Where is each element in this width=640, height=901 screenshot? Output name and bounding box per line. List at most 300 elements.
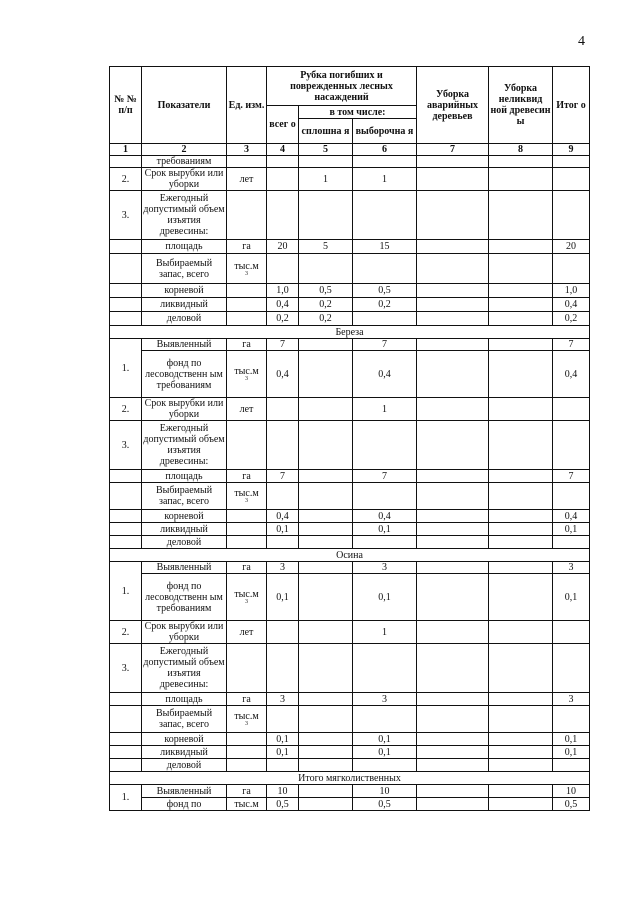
table-row	[110, 284, 590, 298]
cell-c6: 0,1	[353, 733, 417, 746]
cell-c4: 0,5	[267, 798, 299, 811]
row-number	[110, 733, 142, 746]
cell-c5	[299, 746, 353, 759]
cell-c5	[299, 536, 353, 549]
cell-c7	[417, 536, 489, 549]
cell-c5	[299, 339, 353, 351]
header-unit: Ед. изм.	[227, 67, 267, 144]
cell-c6	[353, 421, 417, 470]
cell-c8	[489, 312, 553, 326]
cell-c7	[417, 693, 489, 706]
cell-c6	[353, 312, 417, 326]
cell-c8	[489, 470, 553, 483]
cell-c9	[553, 536, 590, 549]
cell-c4	[267, 759, 299, 772]
cell-c9	[553, 168, 590, 191]
cell-c8	[489, 510, 553, 523]
cell-c5	[299, 785, 353, 798]
report-table	[109, 66, 590, 811]
cell-c8	[489, 523, 553, 536]
cutting-period-row	[110, 398, 590, 421]
cell-c6	[353, 644, 417, 693]
liquid-stock-row	[110, 746, 590, 759]
cell-c9: 1,0	[553, 284, 590, 298]
cell-c4: 0,2	[267, 312, 299, 326]
cell-c8	[489, 168, 553, 191]
area-row	[110, 470, 590, 483]
column-index-5: 5	[299, 144, 353, 156]
cell-c9	[553, 421, 590, 470]
cell-c7	[417, 339, 489, 351]
row-unit: га	[227, 785, 267, 798]
cell-c7	[417, 798, 489, 811]
cell-c4: 0,1	[267, 746, 299, 759]
cell-c8	[489, 746, 553, 759]
row-label: Ежегодный допустимый объем изъятия древесины:	[142, 421, 227, 470]
row-number	[110, 706, 142, 733]
row-unit	[227, 312, 267, 326]
cell-c4: 0,4	[267, 510, 299, 523]
row-label: фонд по лесоводственн ым требованиям	[142, 574, 227, 621]
header-illiquid: Уборка неликвид ной древесин ы	[489, 67, 553, 144]
cell-c4	[267, 483, 299, 510]
cell-c5	[299, 621, 353, 644]
cell-c7	[417, 644, 489, 693]
cell-c6: 1	[353, 398, 417, 421]
cell-c4	[267, 644, 299, 693]
cell-c9: 0,4	[553, 298, 590, 312]
cutting-period-row	[110, 621, 590, 644]
column-index-6: 6	[353, 144, 417, 156]
cell-c6: 10	[353, 785, 417, 798]
cell-c8	[489, 536, 553, 549]
cell-c6: 7	[353, 470, 417, 483]
cell-c9	[553, 191, 590, 240]
cell-c6: 7	[353, 339, 417, 351]
column-index-3: 3	[227, 144, 267, 156]
cell-c4	[267, 254, 299, 284]
row-label: Выявленный	[142, 785, 227, 798]
cell-c6: 0,4	[353, 510, 417, 523]
cell-c6: 0,4	[353, 351, 417, 398]
row-label: ликвидный	[142, 523, 227, 536]
row-number	[110, 693, 142, 706]
column-index-2: 2	[142, 144, 227, 156]
cell-c8	[489, 706, 553, 733]
row-unit: га	[227, 240, 267, 254]
area-row	[110, 693, 590, 706]
cell-c4: 1,0	[267, 284, 299, 298]
cell-c6	[353, 759, 417, 772]
row-label: корневой	[142, 510, 227, 523]
section-header-row	[110, 772, 590, 785]
annual-allowable-row	[110, 644, 590, 693]
cell-c5	[299, 510, 353, 523]
cell-c9: 7	[553, 339, 590, 351]
cell-c9: 0,4	[553, 510, 590, 523]
section-title: Осина	[110, 549, 590, 562]
cell-c7	[417, 759, 489, 772]
cell-c7	[417, 785, 489, 798]
header-clear: сплошна я	[299, 119, 353, 144]
cell-c6	[353, 156, 417, 168]
header-emergency: Уборка аварийных деревьев	[417, 67, 489, 144]
row-number: 2.	[110, 168, 142, 191]
cell-c9: 0,4	[553, 351, 590, 398]
row-label: фонд по лесоводственн ым требованиям	[142, 351, 227, 398]
cell-c8	[489, 191, 553, 240]
row-unit	[227, 298, 267, 312]
cell-c4: 0,1	[267, 733, 299, 746]
cell-c9	[553, 621, 590, 644]
cell-c7	[417, 483, 489, 510]
row-unit	[227, 510, 267, 523]
cell-c7	[417, 421, 489, 470]
cell-c7	[417, 733, 489, 746]
column-index-8: 8	[489, 144, 553, 156]
header-total: Итог о	[553, 67, 590, 144]
cell-c8	[489, 156, 553, 168]
row-label: деловой	[142, 536, 227, 549]
cell-c6	[353, 254, 417, 284]
cell-c9: 0,1	[553, 746, 590, 759]
row-label: Срок вырубки или уборки	[142, 398, 227, 421]
row-unit	[227, 284, 267, 298]
row-unit	[227, 156, 267, 168]
cell-c9: 10	[553, 785, 590, 798]
cell-c9: 0,1	[553, 733, 590, 746]
detected-fund-row-ha	[110, 562, 590, 574]
detected-fund-row-volume	[110, 574, 590, 621]
row-number	[110, 759, 142, 772]
cell-c4: 0,1	[267, 574, 299, 621]
row-label: Выявленный	[142, 562, 227, 574]
column-index-1: 1	[110, 144, 142, 156]
cell-c7	[417, 574, 489, 621]
cell-c5	[299, 644, 353, 693]
row-unit	[227, 746, 267, 759]
cell-c9	[553, 156, 590, 168]
cell-c8	[489, 284, 553, 298]
stock-row	[110, 706, 590, 733]
detected-fund-row-volume	[110, 798, 590, 811]
row-label: ликвидный	[142, 298, 227, 312]
cell-c8	[489, 574, 553, 621]
row-unit	[227, 536, 267, 549]
row-label: требованиям	[142, 156, 227, 168]
cell-c5	[299, 483, 353, 510]
cell-c6: 15	[353, 240, 417, 254]
cell-c9: 3	[553, 562, 590, 574]
header-all: всег о	[267, 106, 299, 144]
cell-c5: 0,2	[299, 312, 353, 326]
annual-allowable-row	[110, 421, 590, 470]
row-number	[110, 240, 142, 254]
cell-c8	[489, 644, 553, 693]
cell-c4: 0,4	[267, 351, 299, 398]
cell-c5	[299, 706, 353, 733]
row-label: Выбираемый запас, всего	[142, 706, 227, 733]
cell-c4	[267, 536, 299, 549]
row-label: фонд по	[142, 798, 227, 811]
table-row	[110, 191, 590, 240]
row-unit: га	[227, 470, 267, 483]
cell-c8	[489, 562, 553, 574]
root-stock-row	[110, 733, 590, 746]
cell-c5	[299, 421, 353, 470]
row-number	[110, 483, 142, 510]
cell-c9	[553, 644, 590, 693]
cell-c6	[353, 483, 417, 510]
row-label: деловой	[142, 759, 227, 772]
cell-c7	[417, 254, 489, 284]
cell-c6: 1	[353, 621, 417, 644]
table-header	[110, 67, 590, 144]
cell-c5	[299, 523, 353, 536]
cell-c7	[417, 398, 489, 421]
cell-c8	[489, 254, 553, 284]
cell-c4	[267, 156, 299, 168]
row-number	[110, 298, 142, 312]
business-stock-row	[110, 759, 590, 772]
cell-c7	[417, 240, 489, 254]
cell-c4	[267, 191, 299, 240]
cell-c4	[267, 168, 299, 191]
cell-c4: 0,1	[267, 523, 299, 536]
section-header-row	[110, 326, 590, 339]
section-title: Береза	[110, 326, 590, 339]
row-unit	[227, 191, 267, 240]
cell-c7	[417, 746, 489, 759]
cell-c4	[267, 398, 299, 421]
cell-c5	[299, 254, 353, 284]
row-unit: тыс.м 3	[227, 706, 267, 733]
cell-c9: 0,1	[553, 523, 590, 536]
cell-c8	[489, 759, 553, 772]
table-row	[110, 298, 590, 312]
cell-c4: 7	[267, 470, 299, 483]
stock-row	[110, 483, 590, 510]
row-unit	[227, 759, 267, 772]
row-unit: лет	[227, 168, 267, 191]
row-number: 2.	[110, 398, 142, 421]
cell-c6: 0,1	[353, 523, 417, 536]
table-row	[110, 312, 590, 326]
row-number: 2.	[110, 621, 142, 644]
cell-c5	[299, 759, 353, 772]
row-label: деловой	[142, 312, 227, 326]
column-index-7: 7	[417, 144, 489, 156]
cell-c7	[417, 510, 489, 523]
business-stock-row	[110, 536, 590, 549]
cell-c6: 3	[353, 693, 417, 706]
cell-c9: 0,2	[553, 312, 590, 326]
cell-c8	[489, 240, 553, 254]
liquid-stock-row	[110, 523, 590, 536]
cell-c5: 0,5	[299, 284, 353, 298]
cell-c6: 1	[353, 168, 417, 191]
cell-c5	[299, 733, 353, 746]
row-label: площадь	[142, 240, 227, 254]
row-number	[110, 510, 142, 523]
header-including: в том числе:	[299, 106, 417, 119]
row-unit	[227, 644, 267, 693]
cell-c5	[299, 351, 353, 398]
header-selective: выборочна я	[353, 119, 417, 144]
header-felling: Рубка погибших и поврежденных лесных насаждений	[267, 67, 417, 106]
cell-c5: 1	[299, 168, 353, 191]
cell-c9: 20	[553, 240, 590, 254]
cell-c9	[553, 483, 590, 510]
cell-c8	[489, 733, 553, 746]
cell-c6	[353, 536, 417, 549]
cell-c4: 3	[267, 562, 299, 574]
section-title: Итого мягколиственных	[110, 772, 590, 785]
cell-c5	[299, 191, 353, 240]
cell-c6: 0,1	[353, 574, 417, 621]
row-label: площадь	[142, 693, 227, 706]
cell-c9	[553, 254, 590, 284]
row-label: Ежегодный допустимый объем изъятия древесины:	[142, 644, 227, 693]
row-label: Выбираемый запас, всего	[142, 254, 227, 284]
cell-c5: 5	[299, 240, 353, 254]
row-number: 3.	[110, 421, 142, 470]
cell-c6: 0,5	[353, 284, 417, 298]
row-unit: лет	[227, 621, 267, 644]
cell-c8	[489, 351, 553, 398]
table-body	[110, 144, 590, 811]
row-label: Срок вырубки или уборки	[142, 621, 227, 644]
cell-c8	[489, 483, 553, 510]
cell-c5	[299, 574, 353, 621]
row-unit	[227, 523, 267, 536]
cell-c4	[267, 706, 299, 733]
row-unit	[227, 733, 267, 746]
row-label: Выявленный	[142, 339, 227, 351]
cell-c6	[353, 191, 417, 240]
cell-c9: 3	[553, 693, 590, 706]
cell-c8	[489, 398, 553, 421]
row-number: 1.	[110, 785, 142, 811]
cell-c4	[267, 621, 299, 644]
column-index-9: 9	[553, 144, 590, 156]
table-row	[110, 156, 590, 168]
detected-fund-row-volume	[110, 351, 590, 398]
cell-c7	[417, 706, 489, 733]
row-number	[110, 536, 142, 549]
cell-c5	[299, 156, 353, 168]
cell-c4	[267, 421, 299, 470]
cell-c9	[553, 759, 590, 772]
row-unit: га	[227, 339, 267, 351]
cell-c7	[417, 523, 489, 536]
cell-c4: 3	[267, 693, 299, 706]
row-unit: тыс.м 3	[227, 574, 267, 621]
cell-c7	[417, 312, 489, 326]
cell-c5: 0,2	[299, 298, 353, 312]
cell-c8	[489, 298, 553, 312]
cell-c6	[353, 706, 417, 733]
cell-c7	[417, 191, 489, 240]
row-number	[110, 254, 142, 284]
cell-c9	[553, 398, 590, 421]
cell-c5	[299, 398, 353, 421]
header-number: № № п/п	[110, 67, 142, 144]
cell-c6: 3	[353, 562, 417, 574]
cell-c8	[489, 693, 553, 706]
row-number	[110, 470, 142, 483]
table-row	[110, 240, 590, 254]
row-unit: тыс.м 3	[227, 351, 267, 398]
cell-c4: 7	[267, 339, 299, 351]
row-label: корневой	[142, 733, 227, 746]
row-label: ликвидный	[142, 746, 227, 759]
cell-c5	[299, 798, 353, 811]
row-label: Срок вырубки или уборки	[142, 168, 227, 191]
row-number	[110, 312, 142, 326]
cell-c7	[417, 621, 489, 644]
cell-c6: 0,1	[353, 746, 417, 759]
cell-c8	[489, 798, 553, 811]
cell-c4: 20	[267, 240, 299, 254]
row-number	[110, 156, 142, 168]
table-row	[110, 254, 590, 284]
cell-c8	[489, 621, 553, 644]
row-label: площадь	[142, 470, 227, 483]
cell-c8	[489, 421, 553, 470]
page-number: 4	[578, 34, 585, 49]
row-unit: лет	[227, 398, 267, 421]
row-number	[110, 523, 142, 536]
row-unit: тыс.м 3	[227, 483, 267, 510]
cell-c7	[417, 284, 489, 298]
row-number: 1.	[110, 339, 142, 398]
header-indicators: Показатели	[142, 67, 227, 144]
row-unit: га	[227, 562, 267, 574]
cell-c4: 0,4	[267, 298, 299, 312]
row-unit: тыс.м	[227, 798, 267, 811]
cell-c8	[489, 339, 553, 351]
cell-c7	[417, 351, 489, 398]
row-number	[110, 746, 142, 759]
row-number	[110, 284, 142, 298]
cell-c9	[553, 706, 590, 733]
cell-c9: 0,5	[553, 798, 590, 811]
cell-c7	[417, 168, 489, 191]
cell-c5	[299, 562, 353, 574]
row-unit: тыс.м 3	[227, 254, 267, 284]
root-stock-row	[110, 510, 590, 523]
cell-c4: 10	[267, 785, 299, 798]
column-index-4: 4	[267, 144, 299, 156]
section-header-row	[110, 549, 590, 562]
row-label: Ежегодный допустимый объем изъятия древесины:	[142, 191, 227, 240]
cell-c6: 0,5	[353, 798, 417, 811]
table-row	[110, 168, 590, 191]
cell-c8	[489, 785, 553, 798]
row-label: корневой	[142, 284, 227, 298]
detected-fund-row-ha	[110, 339, 590, 351]
cell-c6: 0,2	[353, 298, 417, 312]
row-unit	[227, 421, 267, 470]
row-number: 3.	[110, 644, 142, 693]
cell-c5	[299, 693, 353, 706]
detected-fund-row-ha	[110, 785, 590, 798]
cell-c7	[417, 470, 489, 483]
row-label: Выбираемый запас, всего	[142, 483, 227, 510]
row-number: 1.	[110, 562, 142, 621]
cell-c9: 0,1	[553, 574, 590, 621]
